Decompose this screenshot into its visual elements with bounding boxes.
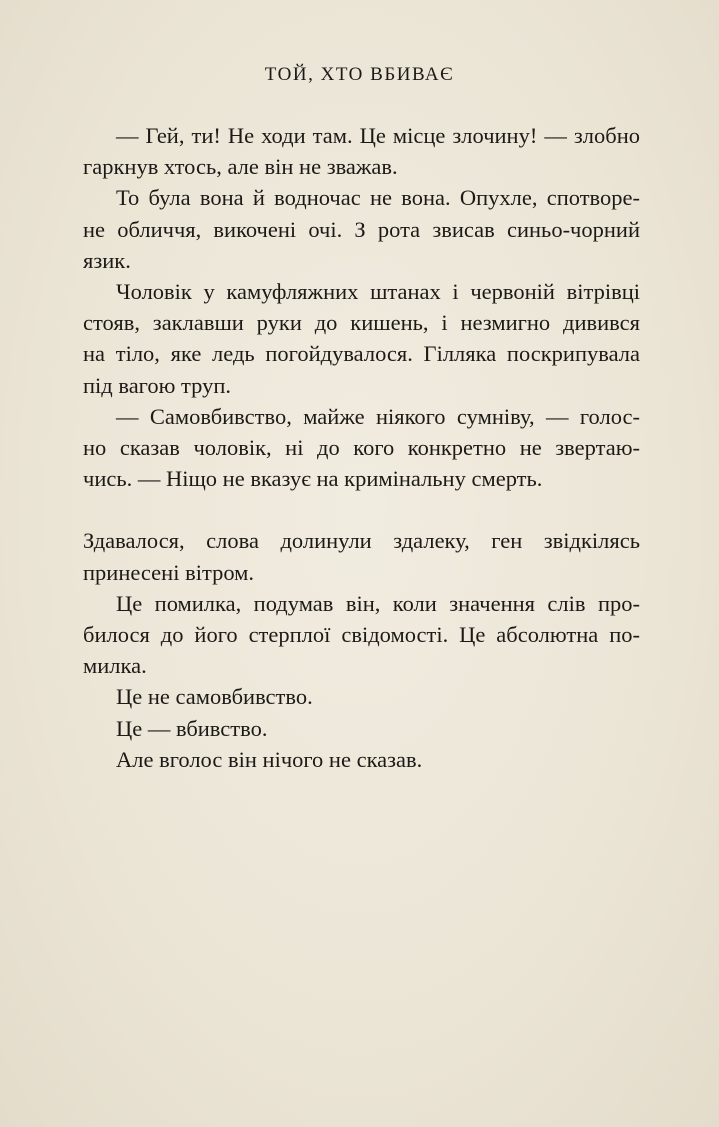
text-line: но сказав чоловік, ні до кого конкретно не звертаю- xyxy=(83,435,640,461)
text-line: гаркнув хтось, але він не зважав. xyxy=(83,154,398,180)
text-line: — Самовбивство, майже ніякого сумніву, — голос- xyxy=(116,403,640,429)
paragraph-2 xyxy=(83,182,640,276)
text-line: Це — вбивство. xyxy=(116,715,268,741)
paragraph-7 xyxy=(83,681,640,712)
text-line: Це не самовбивство. xyxy=(116,684,313,710)
text-line: Це помилка, подумав він, коли значення слів про- xyxy=(116,590,640,616)
text-line: принесені вітром. xyxy=(83,559,255,585)
text-line: на тіло, яке ледь погойдувалося. Гілляка поскрипувала xyxy=(83,341,640,367)
paragraph-3 xyxy=(83,276,640,401)
text-line: Але вголос він нічого не сказав. xyxy=(116,746,423,772)
text-line: не обличчя, викочені очі. З рота звисав синьо-чорний xyxy=(83,216,640,242)
paragraph-9 xyxy=(83,744,640,775)
text-line: чись. — Ніщо не вказує на кримінальну смерть. xyxy=(83,466,543,492)
text-line: під вагою труп. xyxy=(83,372,232,398)
text-line: Чоловік у камуфляжних штанах і червоній вітрівці xyxy=(116,279,640,305)
text-line: Здавалося, слова долинули здалеку, ген звідкілясь xyxy=(83,528,640,554)
text-line: То була вона й водночас не вона. Опухле, спотворе- xyxy=(116,185,640,211)
text-line: язик. xyxy=(83,247,131,273)
paragraph-4 xyxy=(83,401,640,495)
paragraph-6 xyxy=(83,588,640,682)
paragraph-1 xyxy=(83,120,640,182)
text-line: милка. xyxy=(83,653,147,679)
text-line: билося до його стерплої свідомості. Це абсолютна по- xyxy=(83,622,640,648)
running-head: ТОЙ, ХТО ВБИВАЄ xyxy=(264,64,455,85)
body-text xyxy=(83,120,640,775)
section-break xyxy=(83,494,640,525)
text-line: — Гей, ти! Не ходи там. Це місце злочину! — злобно xyxy=(116,123,640,148)
paragraph-5 xyxy=(83,525,640,587)
paragraph-8 xyxy=(83,713,640,744)
text-line: стояв, заклавши руки до кишень, і незмигно дивився xyxy=(83,310,640,336)
